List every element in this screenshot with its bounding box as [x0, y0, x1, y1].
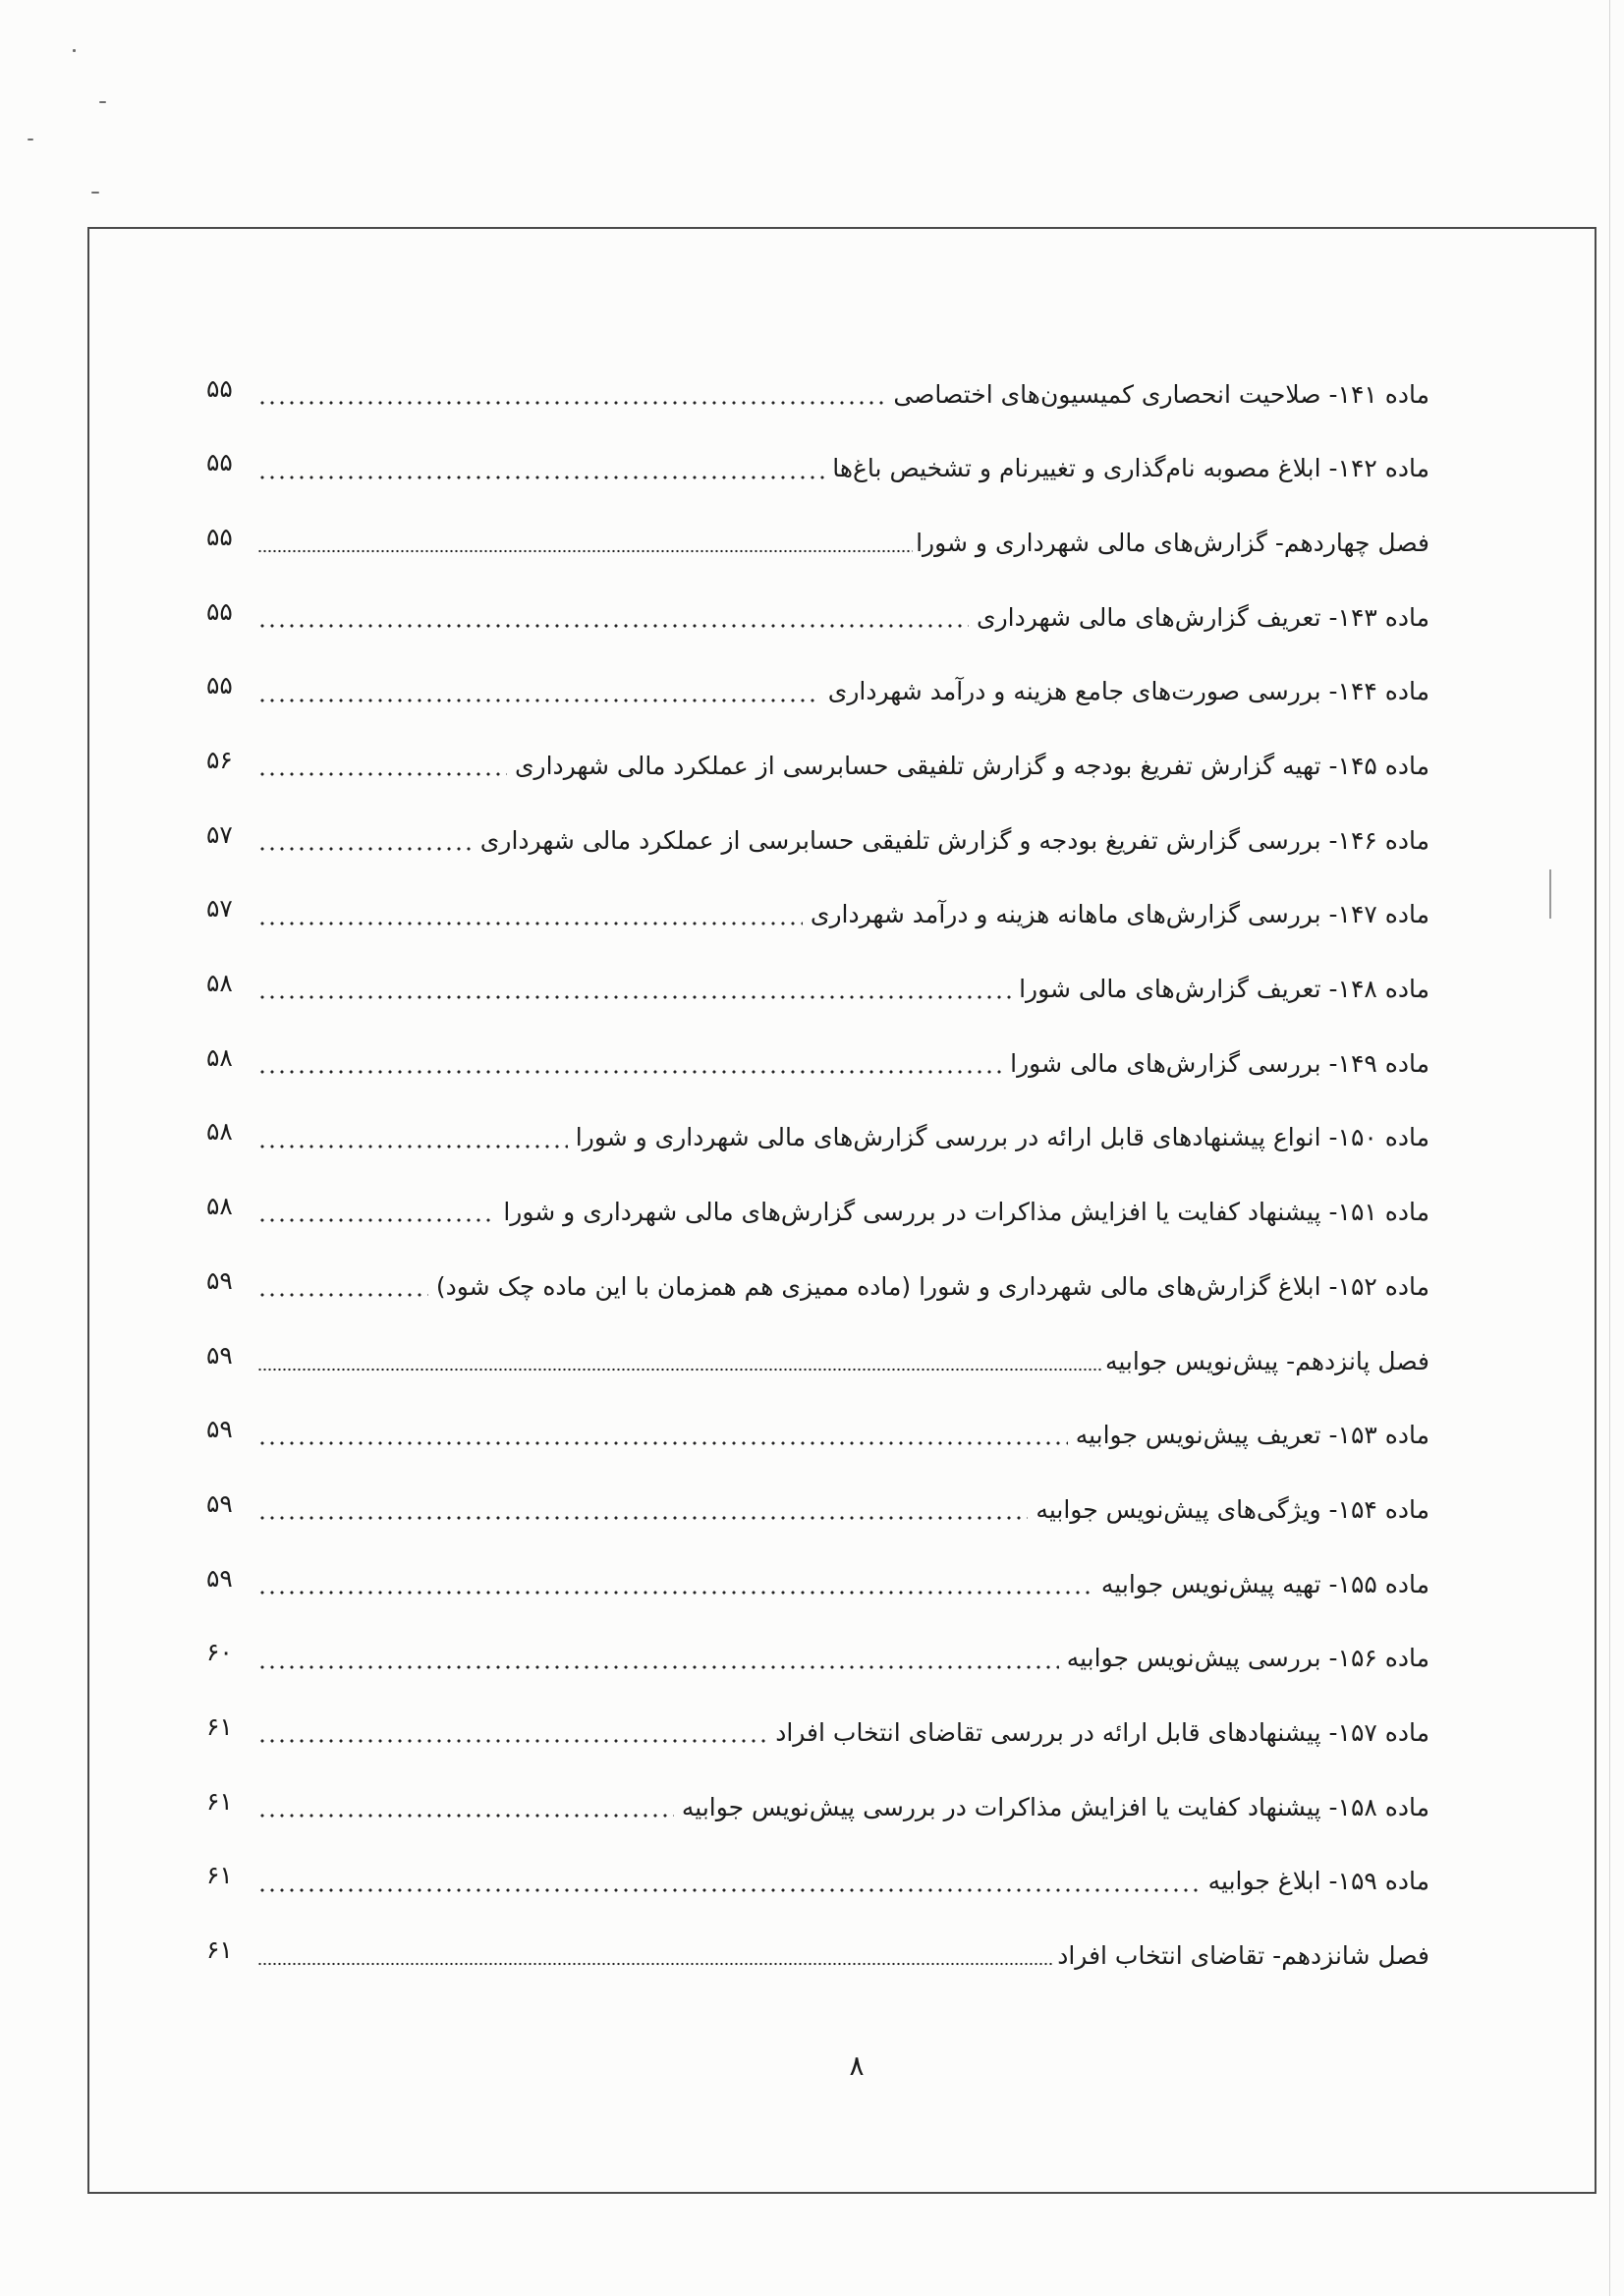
toc-entry-title: ماده ۱۵۳- تعریف پیش‌نویس جوابیه [1075, 1421, 1429, 1450]
toc-chapter-title: فصل شانزدهم- تقاضای انتخاب افراد [1057, 1941, 1429, 1971]
dot-leader [257, 476, 824, 479]
dot-leader [257, 549, 913, 553]
toc-entry-page-number: ۵۵ [206, 596, 233, 626]
dot-leader [257, 1070, 1002, 1074]
toc-entry [206, 1101, 1429, 1176]
toc-entry-title: ماده ۱۴۵- تهیه گزارش تفریغ بودجه و گزارش تلفیقی حسابرسی از عملکرد مالی شهرداری [514, 752, 1429, 781]
toc-entry [206, 1399, 1429, 1474]
dot-leader [257, 1441, 1068, 1445]
toc-entry [206, 432, 1429, 507]
toc-entry [206, 1696, 1429, 1770]
toc-entry-title: ماده ۱۵۵- تهیه پیش‌نویس جوابیه [1100, 1569, 1429, 1598]
toc-entry [206, 1250, 1429, 1324]
dot-leader [257, 847, 473, 851]
toc-entry [206, 1622, 1429, 1697]
toc-entry [206, 1176, 1429, 1251]
scan-mark [91, 192, 99, 194]
toc-entry [206, 655, 1429, 730]
toc-entry-title: ماده ۱۵۹- ابلاغ جوابیه [1207, 1867, 1429, 1896]
toc-entry [206, 1027, 1429, 1101]
toc-entry-title: ماده ۱۴۱- صلاحیت انحصاری کمیسیون‌های اختصاصی [893, 379, 1429, 409]
toc-entry [206, 358, 1429, 432]
dot-leader [257, 1591, 1093, 1595]
toc-entry-title: ماده ۱۵۲- ابلاغ گزارش‌های مالی شهرداری و شورا (ماده ممیزی هم همزمان با این ماده چک شود) [435, 1271, 1429, 1301]
toc-entry-page-number: ۵۹ [206, 1265, 233, 1295]
toc-entry-title: ماده ۱۵۰- انواع پیشنهادهای قابل ارائه در بررسی گزارش‌های مالی شهرداری و شورا [575, 1123, 1429, 1152]
toc-entry-page-number: ۵۹ [206, 1488, 233, 1518]
toc-entry-page-number: ۵۶ [206, 746, 233, 775]
toc-entry-title: ماده ۱۵۷- پیشنهادهای قابل ارائه در بررسی تقاضای انتخاب افراد [775, 1717, 1429, 1747]
toc-entry-page-number: ۵۵ [206, 448, 233, 477]
toc-entry-title: ماده ۱۴۳- تعریف گزارش‌های مالی شهرداری [977, 602, 1429, 632]
dot-leader [257, 772, 507, 776]
toc-entry-title: ماده ۱۴۶- بررسی گزارش تفریغ بودجه و گزارش تلفیقی حسابرسی از عملکرد مالی شهرداری [479, 825, 1429, 855]
toc-entry-title: ماده ۱۴۲- ابلاغ مصوبه نام‌گذاری و تغییرنام و تشخیص باغ‌ها [832, 454, 1429, 483]
scan-mark [28, 139, 33, 140]
toc-entry [206, 729, 1429, 804]
toc-entry [206, 1845, 1429, 1920]
toc-entry [206, 804, 1429, 878]
toc-entry [206, 953, 1429, 1028]
dot-leader [257, 1516, 1028, 1520]
toc-entry [206, 1547, 1429, 1622]
scan-edge-line [1609, 0, 1610, 2296]
toc-entry [206, 1473, 1429, 1547]
toc-entry-page-number: ۶۱ [206, 1786, 233, 1816]
toc-chapter-entry [206, 1324, 1429, 1399]
toc-entry-page-number: ۵۵ [206, 373, 233, 403]
toc-entry [206, 878, 1429, 953]
dot-leader [257, 624, 969, 628]
toc-entry-page-number: ۵۹ [206, 1340, 233, 1370]
scan-mark [73, 49, 76, 52]
toc-entry-title: ماده ۱۵۶- بررسی پیش‌نویس جوابیه [1066, 1644, 1429, 1673]
toc-entry-title: ماده ۱۴۸- تعریف گزارش‌های مالی شورا [1019, 975, 1429, 1004]
dot-leader [257, 1888, 1201, 1892]
dot-leader [257, 995, 1011, 999]
dot-leader [257, 1814, 674, 1818]
dot-leader [257, 922, 803, 925]
toc-chapter-entry [206, 506, 1429, 581]
toc-chapter-title: فصل پانزدهم- پیش‌نویس جوابیه [1104, 1346, 1429, 1375]
toc-entry-page-number: ۵۷ [206, 894, 233, 924]
toc-entry-page-number: ۵۹ [206, 1415, 233, 1444]
toc-entry [206, 1770, 1429, 1845]
toc-entry-page-number: ۶۱ [206, 1861, 233, 1890]
dot-leader [257, 1665, 1059, 1669]
toc-entry-page-number: ۵۸ [206, 969, 233, 998]
toc-entry [206, 581, 1429, 655]
toc-entry-page-number: ۶۱ [206, 1935, 233, 1965]
toc-entry-title: ماده ۱۴۷- بررسی گزارش‌های ماهانه هزینه و درآمد شهرداری [810, 900, 1429, 929]
toc-entry-title: ماده ۱۴۴- بررسی صورت‌های جامع هزینه و درآمد شهرداری [827, 677, 1429, 706]
toc-entry-title: ماده ۱۵۴- ویژگی‌های پیش‌نویس جوابیه [1036, 1494, 1429, 1524]
toc-entry-title: ماده ۱۵۱- پیشنهاد کفایت یا افزایش مذاکرات در بررسی گزارش‌های مالی شهرداری و شورا [503, 1198, 1429, 1227]
toc-chapter-title: فصل چهاردهم- گزارش‌های مالی شهرداری و شورا [916, 528, 1429, 557]
toc-entry-page-number: ۶۰ [206, 1638, 233, 1667]
dot-leader [257, 401, 885, 405]
scan-mark [99, 101, 106, 103]
toc-chapter-entry [206, 1919, 1429, 1993]
page-number: ۸ [849, 2049, 865, 2082]
toc-entry-page-number: ۶۱ [206, 1711, 233, 1741]
toc-entry-page-number: ۵۷ [206, 819, 233, 849]
toc-entry-page-number: ۵۸ [206, 1192, 233, 1221]
dot-leader [257, 1145, 568, 1148]
dot-leader [257, 1962, 1054, 1966]
dot-leader [257, 1739, 767, 1743]
toc-entry-page-number: ۵۹ [206, 1563, 233, 1593]
dot-leader [257, 1218, 495, 1222]
dot-leader [257, 1293, 428, 1297]
toc-entry-title: ماده ۱۵۸- پیشنهاد کفایت یا افزایش مذاکرات در بررسی پیش‌نویس جوابیه [681, 1792, 1429, 1821]
dot-leader [257, 1368, 1102, 1372]
toc-entry-page-number: ۵۸ [206, 1042, 233, 1072]
toc-entry-title: ماده ۱۴۹- بررسی گزارش‌های مالی شورا [1010, 1048, 1429, 1078]
toc-entry-page-number: ۵۵ [206, 671, 233, 700]
toc-entry-page-number: ۵۵ [206, 522, 233, 551]
table-of-contents [206, 358, 1429, 1993]
dot-leader [257, 699, 820, 702]
toc-entry-page-number: ۵۸ [206, 1117, 233, 1147]
